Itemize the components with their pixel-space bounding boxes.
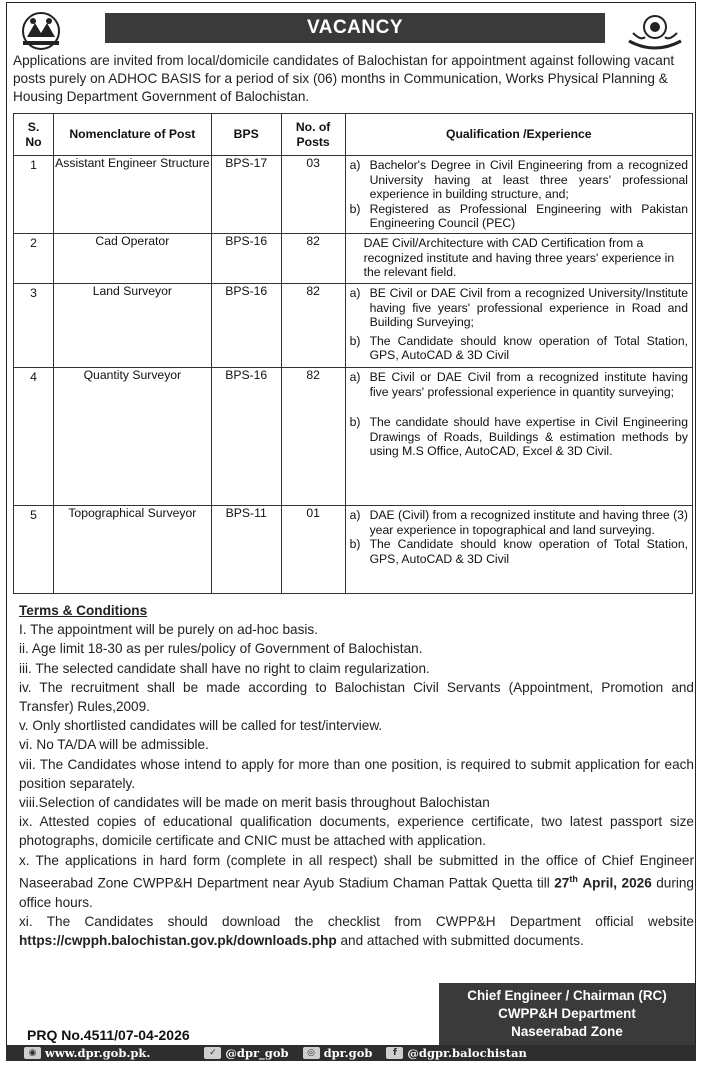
table-row bbox=[14, 506, 693, 594]
deadline-date: April, 2026 bbox=[582, 875, 652, 891]
footer-instagram[interactable]: ◎ dpr.gob bbox=[303, 1045, 373, 1061]
twitter-icon: ✓ bbox=[204, 1047, 221, 1059]
row-bps: BPS-11 bbox=[211, 506, 281, 594]
table-header-row bbox=[14, 114, 693, 156]
row-sno: 5 bbox=[14, 506, 54, 594]
qualification-item: a) BE Civil or DAE Civil from a recognized institute having five years' professional experience in quantity surveying; bbox=[349, 370, 688, 399]
terms-and-conditions bbox=[19, 601, 694, 950]
term-item: I. The appointment will be purely on ad-hoc basis. bbox=[19, 622, 318, 638]
intro-paragraph: Applications are invited from local/domicile candidates of Balochistan for appointment against following vacant posts purely on ADHOC BASIS for a period of six (06) months in Communication, Works Physical Planning & Housing Department Government of Balochistan. bbox=[13, 53, 675, 104]
qualification-item: a) Bachelor's Degree in Civil Engineering from a recognized University having at least three years' professional experience in building structure, and; bbox=[349, 158, 688, 202]
signature-zone: Naseerabad Zone bbox=[511, 1024, 623, 1039]
row-sno: 4 bbox=[14, 368, 54, 506]
footer-twitter[interactable]: ✓ @dpr_gob bbox=[204, 1045, 288, 1061]
row-count: 82 bbox=[281, 234, 345, 284]
instagram-icon: ◎ bbox=[303, 1047, 320, 1059]
qualification-item: a) BE Civil or DAE Civil from a recognized University/Institute having five years' professional experience in Road and Building Surveying; bbox=[349, 286, 688, 330]
footer-bar bbox=[6, 1045, 696, 1061]
row-count: 03 bbox=[281, 156, 345, 234]
row-bps: BPS-17 bbox=[211, 156, 281, 234]
term-item: v. Only shortlisted candidates will be called for test/interview. bbox=[19, 718, 383, 734]
term-item: iv. The recruitment shall be made according to Balochistan Civil Servants (Appointment, Promotion and Transfer) Rules,2009. bbox=[19, 679, 694, 715]
qualification-item: a) DAE (Civil) from a recognized institute and having three (3) year experience in topographical and land surveying. bbox=[349, 508, 688, 537]
row-post: Quantity Surveyor bbox=[53, 368, 211, 506]
row-qualification bbox=[345, 234, 692, 284]
row-bps: BPS-16 bbox=[211, 284, 281, 368]
row-sno: 3 bbox=[14, 284, 54, 368]
deadline-day: 27 bbox=[554, 875, 570, 891]
term-item: vii. The Candidates whose intend to apply for more than one position, is required to submit application for each position separately. bbox=[19, 756, 694, 791]
term-item: viii.Selection of candidates will be made on merit basis throughout Balochistan bbox=[19, 795, 490, 811]
row-sno: 1 bbox=[14, 156, 54, 234]
qualification-text: DAE Civil/Architecture with CAD Certification from a recognized institute and having three years' experience in the relevant field. bbox=[363, 236, 675, 280]
table-row bbox=[14, 156, 693, 234]
row-count: 01 bbox=[281, 506, 345, 594]
row-count: 82 bbox=[281, 284, 345, 368]
row-sno: 2 bbox=[14, 234, 54, 284]
row-post: Topographical Surveyor bbox=[53, 506, 211, 594]
table-row bbox=[14, 234, 693, 284]
footer-facebook[interactable]: f @dgpr.balochistan bbox=[386, 1045, 527, 1061]
row-bps: BPS-16 bbox=[211, 368, 281, 506]
department-emblem-icon bbox=[623, 11, 687, 53]
row-count: 82 bbox=[281, 368, 345, 506]
signature-block bbox=[439, 983, 695, 1045]
header-qualification: Qualification /Experience bbox=[345, 114, 692, 156]
term-item: vi. No TA/DA will be admissible. bbox=[19, 737, 209, 753]
facebook-icon: f bbox=[386, 1047, 403, 1059]
vacancy-table bbox=[13, 113, 693, 594]
vacancy-title: VACANCY bbox=[105, 13, 605, 43]
term-item: ii. Age limit 18-30 as per rules/policy of Government of Balochistan. bbox=[19, 641, 423, 657]
signature-department: CWPP&H Department bbox=[498, 1006, 636, 1021]
footer-web[interactable]: ◉ www.dpr.gob.pk. bbox=[24, 1045, 150, 1061]
website-link[interactable]: https://cwpph.balochistan.gov.pk/downloads.php bbox=[19, 932, 337, 948]
header-posts: No. of Posts bbox=[281, 114, 345, 156]
globe-icon: ◉ bbox=[24, 1047, 41, 1059]
qualification-item: b) Registered as Professional Engineering with Pakistan Engineering Council (PEC) bbox=[349, 201, 688, 231]
advertisement-page bbox=[6, 2, 696, 1061]
table-row bbox=[14, 368, 693, 506]
qualification-item: b) The candidate should have expertise in Civil Engineering Drawings of Roads, Buildings & estimation methods by using M.S Office, AutoCAD, Excel & 3D Civil. bbox=[349, 415, 688, 459]
balochistan-govt-logo-icon bbox=[13, 11, 69, 51]
row-post: Land Surveyor bbox=[53, 284, 211, 368]
header-post: Nomenclature of Post bbox=[53, 114, 211, 156]
header-sno: S. No bbox=[14, 114, 54, 156]
prq-number: PRQ No.4511/07-04-2026 bbox=[27, 1027, 190, 1043]
row-post: Assistant Engineer Structure bbox=[53, 156, 211, 234]
header-bps: BPS bbox=[211, 114, 281, 156]
signature-title: Chief Engineer / Chairman (RC) bbox=[467, 988, 667, 1003]
table-row bbox=[14, 284, 693, 368]
term-item-checklist: xi. The Candidates should download the checklist from CWPP&H Department official website https://cwpph.balochistan.gov.pk/downloads.php and attached with submitted documents. bbox=[19, 913, 694, 948]
row-bps: BPS-16 bbox=[211, 234, 281, 284]
row-qualification bbox=[345, 284, 692, 368]
term-item-submission: x. The applications in hard form (complete in all respect) shall be submitted in the office of Chief Engineer Naseerabad Zone CWPP&H Department near Ayub Stadium Chaman Pattak Quetta till 27th April, 2026 during office hours. bbox=[19, 852, 694, 910]
term-item: iii. The selected candidate shall have no right to claim regularization. bbox=[19, 660, 430, 676]
qualification-item: b) The Candidate should know operation of Total Station, GPS, AutoCAD & 3D Civil bbox=[349, 333, 688, 363]
terms-title: Terms & Conditions bbox=[19, 603, 148, 618]
qualification-item: b) The Candidate should know operation of Total Station, GPS, AutoCAD & 3D Civil bbox=[349, 537, 688, 566]
deadline-suffix: th bbox=[569, 873, 578, 884]
row-qualification bbox=[345, 506, 692, 594]
row-post: Cad Operator bbox=[53, 234, 211, 284]
row-qualification bbox=[345, 368, 692, 506]
row-qualification bbox=[345, 156, 692, 234]
term-item: ix. Attested copies of educational qualification documents, experience certificate, two latest passport size photographs, domicile certificate and CNIC must be attached with application. bbox=[19, 814, 694, 849]
